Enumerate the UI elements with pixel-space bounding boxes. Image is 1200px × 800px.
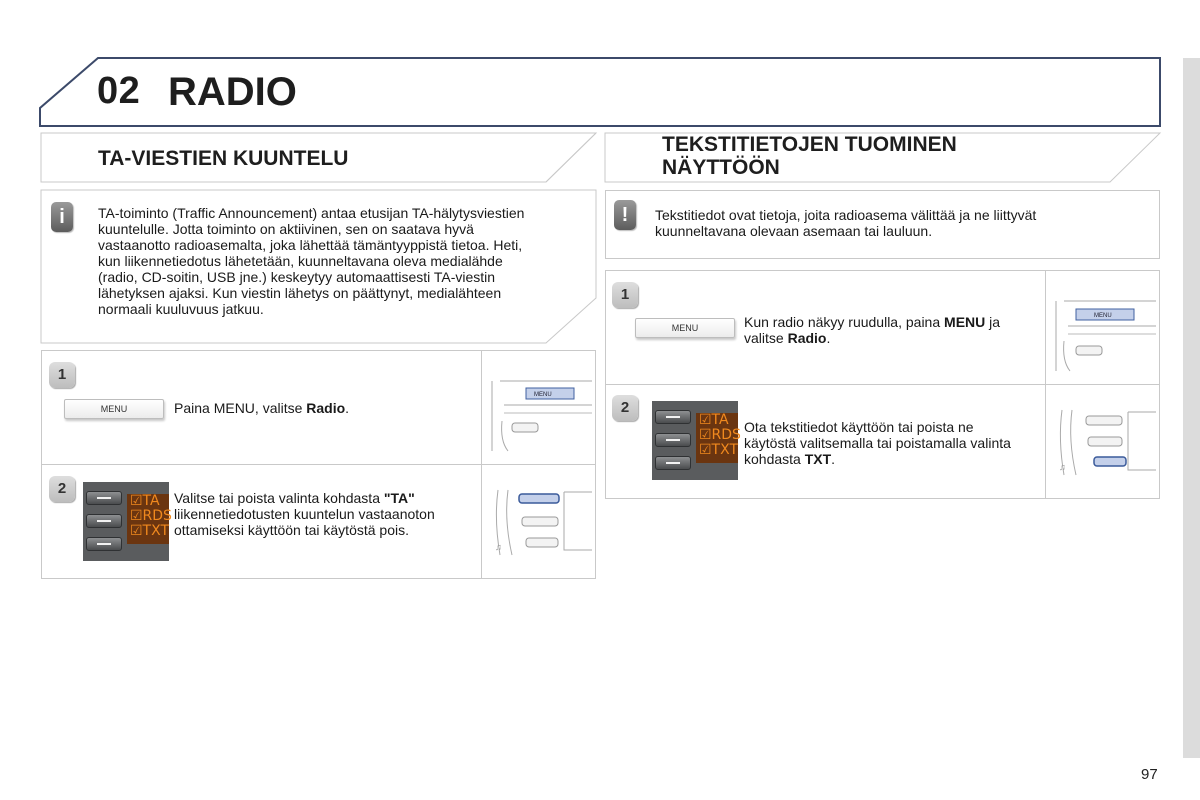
hardware-button bbox=[655, 410, 691, 424]
right-title-line1: TEKSTITIETOJEN TUOMINEN bbox=[662, 133, 957, 156]
radio-panel-image bbox=[83, 482, 172, 561]
right-step2-text: Ota tekstitiedot käyttöön tai poista ne käytöstä valitsemalla tai poistamalla valinta kohdasta TXT. bbox=[744, 419, 1011, 467]
right-step1-text: Kun radio näkyy ruudulla, paina MENU ja valitse Radio. bbox=[744, 314, 1001, 346]
radio-unit-thumbnail bbox=[481, 351, 596, 464]
radio-unit-thumbnail bbox=[1045, 271, 1160, 384]
hardware-button bbox=[86, 491, 122, 505]
hardware-button bbox=[655, 433, 691, 447]
warning-text: Tekstitiedot ovat tietoja, joita radioasema välittää ja ne liittyvät kuunneltavana olevaan asemaan tai lauluun. bbox=[655, 207, 1037, 239]
right-section-title bbox=[662, 133, 957, 179]
hardware-button bbox=[655, 456, 691, 470]
hardware-button bbox=[86, 537, 122, 551]
display-options bbox=[127, 493, 172, 544]
option-txt: ☑TXT bbox=[130, 523, 169, 539]
svg-text:MENU: MENU bbox=[534, 392, 552, 398]
left-step2-text: Valitse tai poista valinta kohdasta "TA" liikennetiedotusten kuuntelun vastaanoton ottamiseksi käyttöön tai käytöstä pois. bbox=[174, 490, 435, 538]
left-section-title: TA-VIESTIEN KUUNTELU bbox=[98, 147, 349, 170]
left-step1-text: Paina MENU, valitse Radio. bbox=[174, 400, 350, 416]
menu-button[interactable]: MENU bbox=[64, 399, 164, 419]
svg-text:♫: ♫ bbox=[495, 542, 502, 552]
option-rds: ☑RDS bbox=[699, 427, 741, 443]
hardware-button bbox=[86, 514, 122, 528]
svg-text:MENU: MENU bbox=[1094, 313, 1112, 319]
ta-info-text: TA-toiminto (Traffic Announcement) antaa etusijan TA-hälytysviestien kuuntelulle. Jotta toiminto on aktiivinen, sen on saatava hyvä vastaanotto radioasemalta, joka lähettää tämäntyyppistä tietoa. Heti, kun liikennetiedotus lähetetään, kuunneltavana oleva medialähde (radio, CD-soitin, USB jne.) keskeytyy automaattisesti TA-viestin lähetyksen ajaksi. Kun viestin lähetys on päättynyt, medialähteen normaali kuuluvuus jatkuu. bbox=[98, 205, 525, 317]
step-badge: 2 bbox=[612, 395, 638, 421]
radio-buttons-thumbnail bbox=[481, 465, 596, 578]
step-badge: 1 bbox=[49, 362, 75, 388]
page-number: 97 bbox=[1141, 766, 1158, 783]
option-rds: ☑RDS bbox=[130, 508, 172, 524]
menu-button[interactable]: MENU bbox=[635, 318, 735, 338]
option-ta: ☑TA bbox=[130, 493, 160, 509]
radio-panel-image bbox=[652, 401, 741, 480]
right-title-line2: NÄYTTÖÖN bbox=[662, 156, 780, 179]
info-icon: i bbox=[51, 202, 73, 232]
exclamation-icon: ! bbox=[614, 200, 636, 230]
chapter-number: 02 bbox=[97, 70, 141, 112]
chapter-title: RADIO bbox=[168, 70, 297, 114]
radio-buttons-thumbnail bbox=[1045, 385, 1160, 498]
svg-text:♫: ♫ bbox=[1059, 462, 1066, 472]
step-badge: 1 bbox=[612, 282, 638, 308]
display-options bbox=[696, 412, 741, 463]
option-ta: ☑TA bbox=[699, 412, 729, 428]
option-txt: ☑TXT bbox=[699, 442, 738, 458]
step-badge: 2 bbox=[49, 476, 75, 502]
